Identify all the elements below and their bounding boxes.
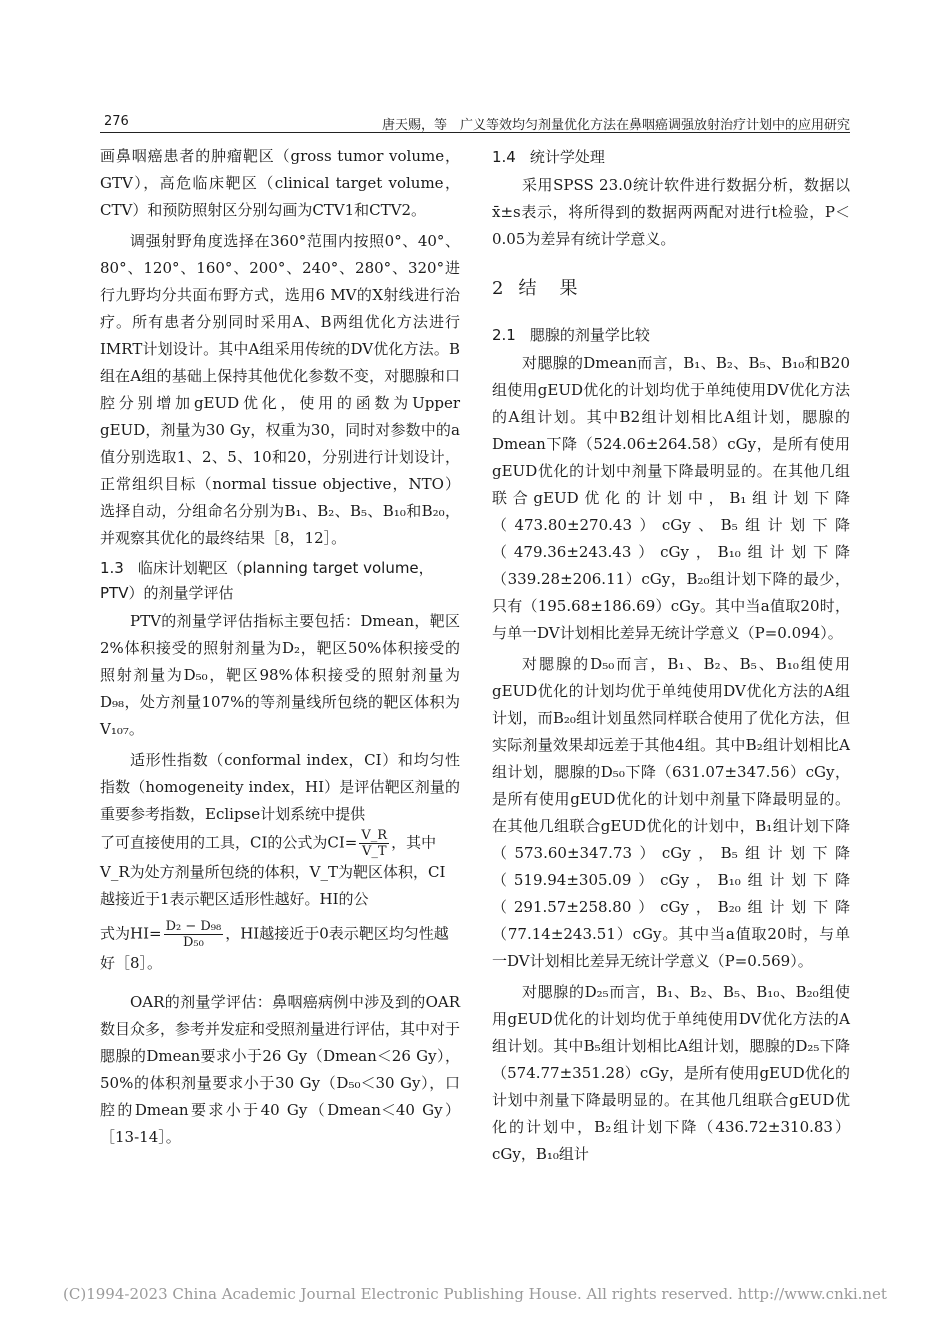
page-number: 276 (104, 114, 129, 129)
section-number: 2 (492, 278, 505, 299)
hi-denominator: D₅₀ (182, 935, 204, 950)
paragraph-d50: 对腮腺的D₅₀而言，B₁、B₂、B₅、B₁₀组使用gEUD优化的计划均优于单纯使用DV优化方法的A组计划，而B₂₀组计划虽然同样联合使用了优化方法，但实际剂量效果却远差于其他4组。其中B₂组计划相比A组计划，腮腺的D₅₀下降（631.07±347.56）cGy，是所有使用gEUD优化的计划中剂量下降最明显的。在其他几组联合gEUD优化的计划中，B₁组计划下降（573.60±347.73）cGy，B₅组计划下降（519.94±305.09）cGy，B₁₀组计划下降（291.57±258.80）cGy，B₂₀组计划下降（77.14±243.51）cGy。其中当a值取20时，与单一DV计划相比差异无统计学意义（P=0.569）。 (492, 655, 850, 970)
section-1-4-heading (492, 145, 850, 170)
section-title-part-b: 果 (559, 278, 579, 299)
paragraph-statistics: 采用SPSS 23.0统计软件进行数据分析，数据以x̄±s表示，将所得到的数据两两配对进行t检验，P＜0.05为差异有统计学意义。 (492, 176, 850, 248)
paragraph-oar: OAR的剂量学评估：鼻咽癌病例中涉及到的OAR数目众多，参考并发症和受照剂量进行评估，其中对于腮腺的Dmean要求小于26 Gy（Dmean＜26 Gy），50%的体积剂量要求小于30 Gy（D₅₀＜30 Gy），口腔的Dmean要求小于40 Gy（Dmean＜40 Gy）［13-14］。 (100, 993, 461, 1146)
ci-explanation: ，其中V_R为处方剂量所包绕的体积，V_T为靶区体积，CI越接近于1表示靶区适形性越好。HI的公 (100, 833, 446, 908)
ci-hi-text: 适形性指数（conformal index，CI）和均匀性指数（homogeneity index，HI）是评估靶区剂量的重要参考指数，Eclipse计划系统中提供 (100, 751, 460, 823)
section-title-part-a: 结 (518, 278, 538, 299)
ci-fraction (359, 828, 389, 859)
right-column (492, 143, 850, 1172)
hi-formula-line (100, 919, 460, 977)
copyright-footer: (C)1994-2023 China Academic Journal Electronic Publishing House. All rights reserved. http://www.cnki.net (63, 1285, 887, 1303)
running-header (100, 112, 850, 133)
paragraph-ptv-metrics: PTV的剂量学评估指标主要包括：Dmean，靶区2%体积接受的照射剂量为D₂，靶区50%体积接受的照射剂量为D₅₀，靶区98%体积接受的照射剂量为D₉₈，处方剂量107%的等剂量线所包绕的靶区体积为V₁₀₇。 (100, 612, 460, 738)
ci-formula-line (100, 828, 460, 913)
paragraph-imrt-setup: 调强射野角度选择在360°范围内按照0°、40°、80°、120°、160°、200°、240°、280°、320°进行九野均分共面布野方式，选用6 MV的X射线进行治疗。所有患者分别同时采用A、B两组优化方法进行IMRT计划设计。其中A组采用传统的DV优化方法。B组在A组的基础上保持其他优化参数不变，对腮腺和口腔分别增加gEUD优化，使用的函数为Upper gEUD，剂量为30 Gy，权重为30，同时对参数中的a值分别选取1、2、5、10和20，分别进行计划设计，正常组织目标（normal tissue objective，NTO）选择自动，分组命名分别为B₁、B₂、B₅、B₁₀和B₂₀，并观察其优化的最终结果［8，12］。 (100, 232, 460, 547)
section-title: 统计学处理 (529, 148, 605, 166)
ci-denominator: V_T (361, 844, 387, 859)
hi-text: 式为HI= (100, 924, 162, 943)
hi-fraction (164, 919, 224, 950)
paragraph-ci-hi (100, 747, 460, 828)
section-1-3-heading (100, 556, 460, 606)
section-number: 1.3 (100, 559, 124, 577)
hi-numerator: D₂ − D₉₈ (165, 919, 222, 934)
section-title: 腮腺的剂量学比较 (529, 326, 650, 344)
section-number: 2.1 (492, 326, 516, 344)
paragraph-gtv-ctv: 画鼻咽癌患者的肿瘤靶区（gross tumor volume，GTV），高危临床靶区（clinical target volume，CTV）和预防照射区分别勾画为CTV1和CTV2。 (100, 147, 460, 219)
hi-explanation: ，HI越接近于0表示靶区均匀性越好［8］。 (100, 924, 449, 972)
running-title: 唐天赐，等 广义等效均匀剂量优化方法在鼻咽癌调强放射治疗计划中的应用研究 (381, 118, 850, 133)
section-number: 1.4 (492, 148, 516, 166)
paragraph-d25: 对腮腺的D₂₅而言，B₁、B₂、B₅、B₁₀、B₂₀组使用gEUD优化的计划均优于单纯使用DV优化方法的A组计划。其中B₅组计划相比A组计划，腮腺的D₂₅下降（574.77±351.28）cGy，是所有使用gEUD优化的计划中剂量下降最明显的。在其他几组联合gEUD优化的计划中，B₂组计划下降（436.72±310.83）cGy，B₁₀组计 (492, 983, 850, 1163)
paragraph-dmean: 对腮腺的Dmean而言，B₁、B₂、B₅、B₁₀和B20组使用gEUD优化的计划均优于单纯使用DV优化方法的A组计划。其中B2组计划相比A组计划，腮腺的Dmean下降（524.06±264.58）cGy，是所有使用gEUD优化的计划中剂量下降最明显的。在其他几组联合gEUD优化的计划中，B₁组计划下降（473.80±270.43）cGy、B₅组计划下降（479.36±243.43）cGy，B₁₀组计划下降（339.28±206.11）cGy，B₂₀组计划下降的最少，只有（195.68±186.69）cGy。其中当a值取20时，与单一DV计划相比差异无统计学意义（P=0.094）。 (492, 354, 850, 642)
ci-numerator: V_R (361, 828, 388, 843)
ci-text: 了可直接使用的工具，CI的公式为CI= (100, 833, 358, 852)
section-title: 临床计划靶区（planning target volume，PTV）的剂量学评估 (100, 559, 434, 602)
left-column (100, 143, 460, 1155)
section-2-heading (492, 275, 850, 303)
section-2-1-heading (492, 323, 850, 348)
